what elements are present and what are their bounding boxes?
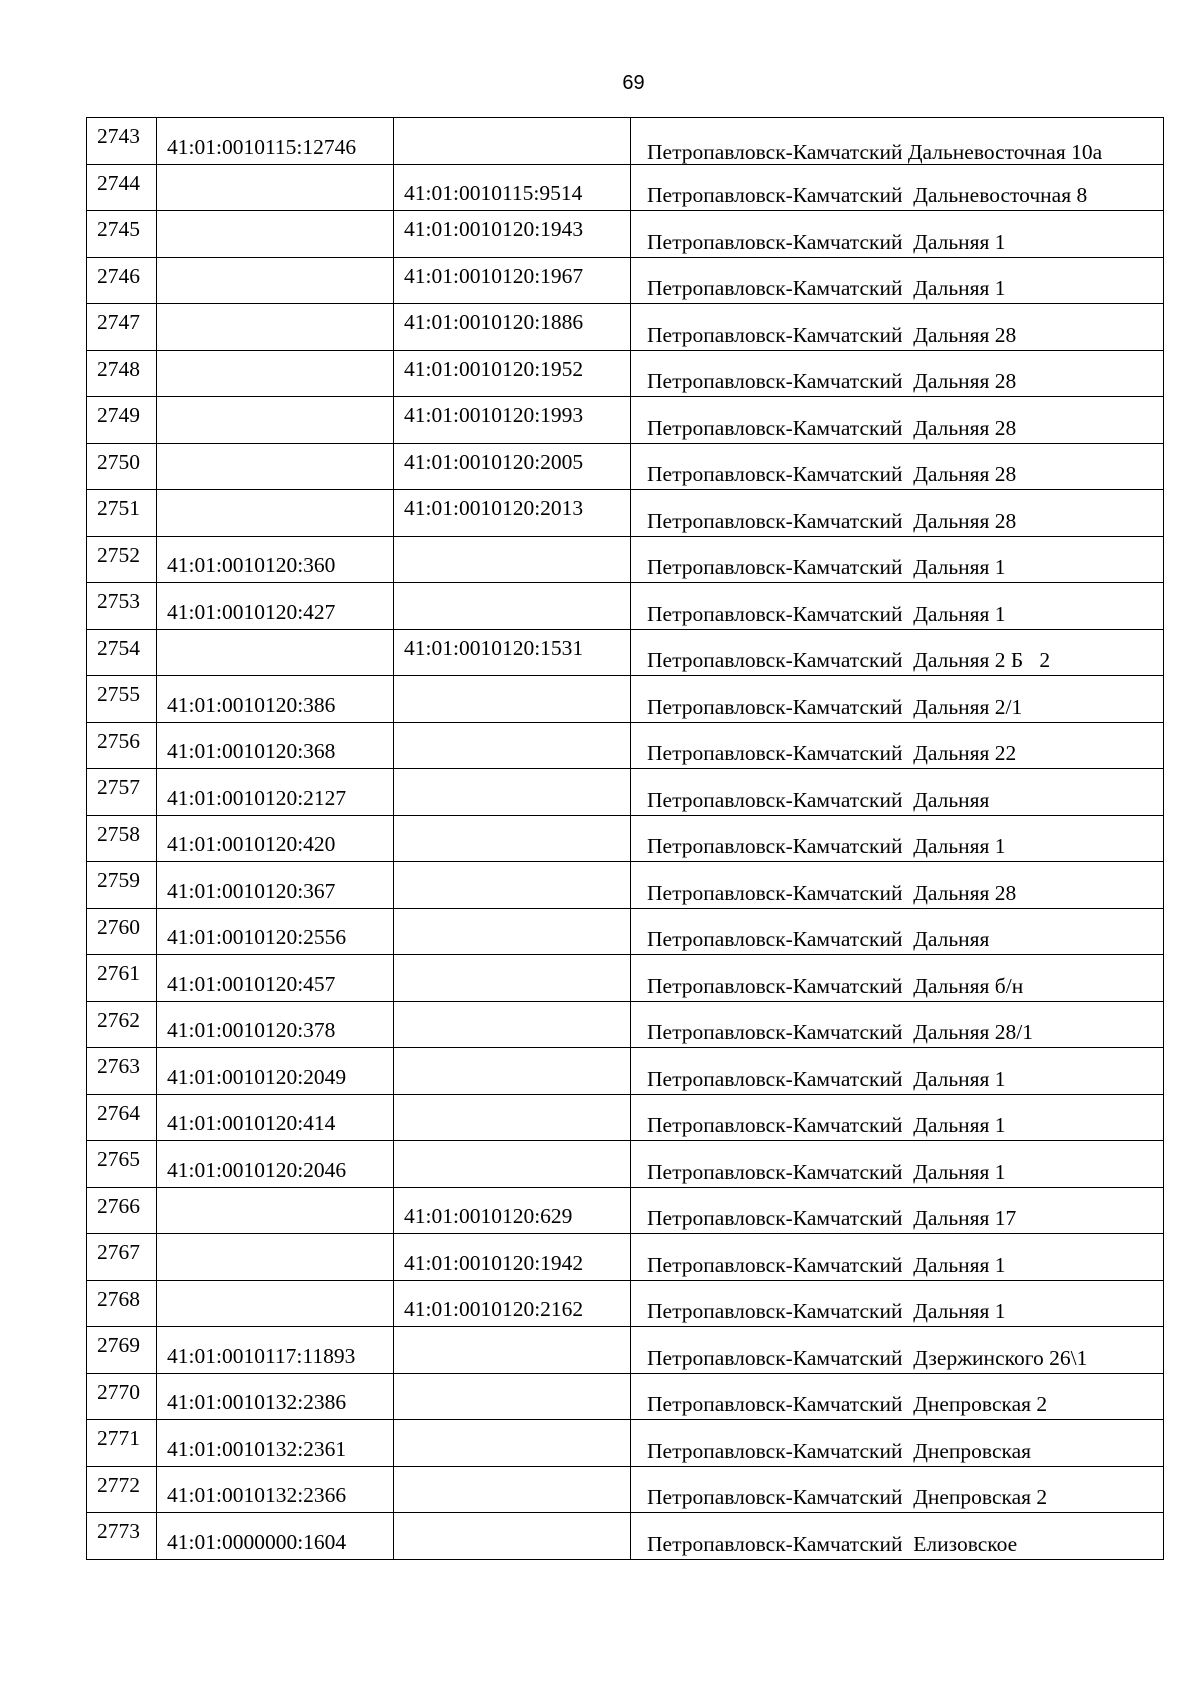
table-row: [87, 1327, 1164, 1374]
cadastral-number: 41:01:0010120:2127: [167, 785, 347, 810]
address-cell: [631, 1420, 1164, 1467]
row-number-cell: [87, 211, 157, 258]
cadastral-number: 41:01:0010132:2366: [167, 1483, 347, 1507]
row-number-cell: [87, 118, 157, 165]
row-number: 2753: [97, 589, 140, 613]
table-row: [87, 490, 1164, 537]
row-number-cell: [87, 862, 157, 909]
related-cadastral-number-cell: [394, 1420, 631, 1467]
address: Петропавловск-Камчатский Дальняя 1: [647, 555, 1006, 579]
row-number: 2760: [97, 914, 140, 939]
row-number-cell: [87, 815, 157, 862]
table-row: [87, 1094, 1164, 1141]
address-cell: [631, 164, 1164, 211]
cadastral-number-cell: [157, 583, 394, 630]
related-cadastral-number-cell: [394, 211, 631, 258]
related-cadastral-number-cell: [394, 1466, 631, 1513]
related-cadastral-number-cell: [394, 722, 631, 769]
cadastral-number-cell: [157, 164, 394, 211]
cadastral-number-cell: [157, 304, 394, 351]
related-cadastral-number: 41:01:0010120:629: [404, 1204, 573, 1228]
address: Петропавловск-Камчатский Дальняя 1: [647, 1066, 1006, 1091]
cadastral-number: 41:01:0010117:11893: [167, 1343, 356, 1368]
table-row: [87, 629, 1164, 676]
row-number: 2752: [97, 542, 140, 567]
cadastral-number-cell: [157, 1001, 394, 1048]
related-cadastral-number-cell: [394, 164, 631, 211]
table-row: [87, 304, 1164, 351]
row-number-cell: [87, 1373, 157, 1420]
related-cadastral-number: 41:01:0010120:1942: [404, 1250, 584, 1275]
row-number: 2747: [97, 310, 140, 334]
related-cadastral-number-cell: [394, 908, 631, 955]
related-cadastral-number-cell: [394, 1094, 631, 1141]
cadastral-number-cell: [157, 536, 394, 583]
address-cell: [631, 397, 1164, 444]
cadastral-number-cell: [157, 1094, 394, 1141]
cadastral-number-cell: [157, 350, 394, 397]
cadastral-number-cell: [157, 443, 394, 490]
address-cell: [631, 304, 1164, 351]
page-number: 69: [622, 72, 645, 94]
address-cell: [631, 257, 1164, 304]
row-number: 2772: [97, 1472, 140, 1497]
address: Петропавловск-Камчатский Дальняя 28: [647, 369, 1017, 393]
cadastral-number-cell: [157, 1513, 394, 1560]
address-cell: [631, 536, 1164, 583]
table-row: [87, 862, 1164, 909]
cadastral-number-cell: [157, 1420, 394, 1467]
row-number-cell: [87, 443, 157, 490]
related-cadastral-number: 41:01:0010120:2005: [404, 449, 584, 474]
address: Петропавловск-Камчатский Дальняя 28: [647, 880, 1017, 905]
address: Петропавловск-Камчатский Дальняя 22: [647, 741, 1017, 765]
address: Петропавловск-Камчатский Дальняя 28: [647, 322, 1017, 347]
related-cadastral-number-cell: [394, 1513, 631, 1560]
address: Петропавловск-Камчатский Днепровская: [647, 1438, 1032, 1463]
row-number: 2744: [97, 170, 140, 195]
address-cell: [631, 676, 1164, 723]
address: Петропавловск-Камчатский Дальневосточная 8: [647, 183, 1088, 207]
cadastral-number-cell: [157, 257, 394, 304]
row-number-cell: [87, 1048, 157, 1095]
address: Петропавловск-Камчатский Дальняя: [647, 787, 990, 812]
related-cadastral-number-cell: [394, 583, 631, 630]
related-cadastral-number: 41:01:0010120:2013: [404, 496, 584, 520]
row-number: 2764: [97, 1100, 140, 1125]
row-number-cell: [87, 257, 157, 304]
cadastral-number: 41:01:0000000:1604: [167, 1529, 347, 1554]
address: Петропавловск-Камчатский Дальняя 28: [647, 462, 1017, 486]
address: Петропавловск-Камчатский Днепровская 2: [647, 1392, 1048, 1416]
row-number: 2745: [97, 217, 140, 241]
address-cell: [631, 769, 1164, 816]
address-cell: [631, 1048, 1164, 1095]
cadastral-number-cell: [157, 397, 394, 444]
cadastral-number-cell: [157, 908, 394, 955]
address: Петропавловск-Камчатский Дальняя 17: [647, 1206, 1017, 1230]
address-cell: [631, 350, 1164, 397]
address: Петропавловск-Камчатский Дальняя 28: [647, 508, 1017, 533]
table-row: [87, 583, 1164, 630]
related-cadastral-number-cell: [394, 769, 631, 816]
address-cell: [631, 955, 1164, 1002]
cadastral-number-cell: [157, 769, 394, 816]
related-cadastral-number: 41:01:0010120:1952: [404, 356, 584, 381]
cadastral-number-cell: [157, 676, 394, 723]
cadastral-number: 41:01:0010120:2046: [167, 1157, 347, 1182]
row-number: 2765: [97, 1147, 140, 1171]
cadastral-number-cell: [157, 815, 394, 862]
address-cell: [631, 1234, 1164, 1281]
related-cadastral-number: 41:01:0010120:1943: [404, 217, 584, 241]
row-number-cell: [87, 397, 157, 444]
address: Петропавловск-Камчатский Дзержинского 26\1: [647, 1345, 1088, 1370]
row-number-cell: [87, 1234, 157, 1281]
row-number-cell: [87, 769, 157, 816]
row-number: 2751: [97, 496, 140, 520]
address: Петропавловск-Камчатский Дальняя 28: [647, 415, 1017, 440]
cadastral-number: 41:01:0010120:427: [167, 599, 336, 624]
table-row: [87, 1466, 1164, 1513]
row-number: 2768: [97, 1286, 140, 1311]
related-cadastral-number-cell: [394, 397, 631, 444]
cadastral-number: 41:01:0010120:386: [167, 692, 336, 717]
address-cell: [631, 1280, 1164, 1327]
related-cadastral-number-cell: [394, 490, 631, 537]
row-number: 2762: [97, 1007, 140, 1032]
row-number: 2757: [97, 775, 140, 799]
related-cadastral-number-cell: [394, 304, 631, 351]
cadastral-number: 41:01:0010120:420: [167, 832, 336, 856]
table-row: [87, 1280, 1164, 1327]
related-cadastral-number-cell: [394, 350, 631, 397]
row-number-cell: [87, 1187, 157, 1234]
address: Петропавловск-Камчатский Елизовское: [647, 1531, 1018, 1556]
row-number-cell: [87, 304, 157, 351]
table-row: [87, 536, 1164, 583]
related-cadastral-number: 41:01:0010120:2162: [404, 1297, 584, 1321]
row-number-cell: [87, 722, 157, 769]
row-number-cell: [87, 536, 157, 583]
address: Петропавловск-Камчатский Дальняя 1: [647, 276, 1006, 300]
table-row: [87, 1001, 1164, 1048]
cadastral-number: 41:01:0010120:457: [167, 971, 336, 996]
cadastral-number-cell: [157, 1187, 394, 1234]
row-number-cell: [87, 350, 157, 397]
address-cell: [631, 629, 1164, 676]
related-cadastral-number-cell: [394, 676, 631, 723]
cadastral-number-cell: [157, 1373, 394, 1420]
row-number-cell: [87, 1280, 157, 1327]
cadastral-number: 41:01:0010120:367: [167, 878, 336, 903]
row-number: 2749: [97, 403, 140, 427]
row-number: 2763: [97, 1054, 140, 1078]
row-number: 2756: [97, 728, 140, 753]
row-number-cell: [87, 1001, 157, 1048]
table-row: [87, 908, 1164, 955]
cadastral-number-cell: [157, 1234, 394, 1281]
related-cadastral-number-cell: [394, 257, 631, 304]
table-row: [87, 815, 1164, 862]
address: Петропавловск-Камчатский Днепровская 2: [647, 1485, 1048, 1509]
row-number: 2750: [97, 449, 140, 474]
cadastral-number-cell: [157, 1327, 394, 1374]
address: Петропавловск-Камчатский Дальняя 1: [647, 1113, 1006, 1137]
row-number: 2758: [97, 821, 140, 846]
related-cadastral-number: 41:01:0010120:1531: [404, 635, 584, 660]
row-number: 2773: [97, 1519, 140, 1543]
related-cadastral-number-cell: [394, 1373, 631, 1420]
address-cell: [631, 1187, 1164, 1234]
row-number: 2743: [97, 124, 140, 148]
row-number: 2748: [97, 356, 140, 381]
related-cadastral-number: 41:01:0010120:1886: [404, 310, 584, 334]
address-cell: [631, 490, 1164, 537]
cadastral-number-cell: [157, 629, 394, 676]
table-row: [87, 397, 1164, 444]
row-number-cell: [87, 629, 157, 676]
table-row: [87, 722, 1164, 769]
related-cadastral-number-cell: [394, 536, 631, 583]
registry-table: [86, 117, 1164, 1560]
address: Петропавловск-Камчатский Дальняя 1: [647, 229, 1006, 254]
address: Петропавловск-Камчатский Дальняя 1: [647, 1299, 1006, 1323]
address: Петропавловск-Камчатский Дальняя 1: [647, 834, 1006, 858]
row-number: 2769: [97, 1333, 140, 1357]
row-number-cell: [87, 1420, 157, 1467]
table-row: [87, 211, 1164, 258]
table-row: [87, 1420, 1164, 1467]
related-cadastral-number-cell: [394, 955, 631, 1002]
address: Петропавловск-Камчатский Дальняя б/н: [647, 973, 1024, 998]
table-row: [87, 257, 1164, 304]
cadastral-number: 41:01:0010120:2049: [167, 1064, 347, 1089]
related-cadastral-number-cell: [394, 815, 631, 862]
row-number: 2761: [97, 961, 140, 985]
row-number: 2754: [97, 635, 140, 660]
row-number: 2759: [97, 868, 140, 892]
cadastral-number: 41:01:0010115:12746: [167, 134, 357, 159]
table-row: [87, 350, 1164, 397]
related-cadastral-number-cell: [394, 1234, 631, 1281]
cadastral-number-cell: [157, 490, 394, 537]
row-number-cell: [87, 490, 157, 537]
address: Петропавловск-Камчатский Дальняя: [647, 927, 990, 951]
address: Петропавловск-Камчатский Дальняя 1: [647, 1159, 1006, 1184]
row-number: 2771: [97, 1426, 140, 1450]
related-cadastral-number: 41:01:0010120:1993: [404, 403, 584, 427]
table-row: [87, 955, 1164, 1002]
table-row: [87, 443, 1164, 490]
table-row: [87, 164, 1164, 211]
table-row: [87, 1513, 1164, 1560]
cadastral-number-cell: [157, 1141, 394, 1188]
row-number-cell: [87, 1141, 157, 1188]
table-row: [87, 1048, 1164, 1095]
address: Петропавловск-Камчатский Дальняя 28/1: [647, 1020, 1034, 1044]
table-row: [87, 1141, 1164, 1188]
address-cell: [631, 1094, 1164, 1141]
address-cell: [631, 583, 1164, 630]
table-row: [87, 769, 1164, 816]
address-cell: [631, 908, 1164, 955]
address-cell: [631, 443, 1164, 490]
related-cadastral-number-cell: [394, 1280, 631, 1327]
address-cell: [631, 1141, 1164, 1188]
cadastral-number: 41:01:0010120:378: [167, 1018, 336, 1042]
related-cadastral-number: 41:01:0010115:9514: [404, 181, 583, 205]
related-cadastral-number-cell: [394, 443, 631, 490]
address-cell: [631, 862, 1164, 909]
cadastral-number: 41:01:0010120:414: [167, 1111, 336, 1135]
row-number: 2746: [97, 263, 140, 288]
row-number: 2767: [97, 1240, 140, 1264]
cadastral-number-cell: [157, 1048, 394, 1095]
row-number-cell: [87, 676, 157, 723]
cadastral-number: 41:01:0010120:368: [167, 739, 336, 763]
table-row: [87, 1234, 1164, 1281]
address: Петропавловск-Камчатский Дальняя 2 Б 2: [647, 648, 1051, 672]
cadastral-number-cell: [157, 955, 394, 1002]
row-number-cell: [87, 955, 157, 1002]
cadastral-number-cell: [157, 118, 394, 165]
address: Петропавловск-Камчатский Дальняя 1: [647, 1252, 1006, 1277]
row-number: 2755: [97, 682, 140, 706]
registry-table-body: [87, 118, 1164, 1560]
address: Петропавловск-Камчатский Дальняя 1: [647, 601, 1006, 626]
row-number: 2770: [97, 1379, 140, 1404]
related-cadastral-number-cell: [394, 1187, 631, 1234]
cadastral-number: 41:01:0010132:2361: [167, 1436, 347, 1461]
cadastral-number-cell: [157, 862, 394, 909]
row-number-cell: [87, 164, 157, 211]
cadastral-number-cell: [157, 1466, 394, 1513]
table-row: [87, 1373, 1164, 1420]
related-cadastral-number-cell: [394, 862, 631, 909]
related-cadastral-number-cell: [394, 1327, 631, 1374]
cadastral-number: 41:01:0010120:2556: [167, 925, 347, 949]
row-number-cell: [87, 1466, 157, 1513]
address-cell: [631, 815, 1164, 862]
address-cell: [631, 1466, 1164, 1513]
related-cadastral-number-cell: [394, 629, 631, 676]
cadastral-number: 41:01:0010120:360: [167, 553, 336, 577]
cadastral-number-cell: [157, 211, 394, 258]
related-cadastral-number-cell: [394, 1048, 631, 1095]
table-row: [87, 118, 1164, 165]
address-cell: [631, 1327, 1164, 1374]
address-cell: [631, 1001, 1164, 1048]
related-cadastral-number: 41:01:0010120:1967: [404, 263, 584, 288]
address-cell: [631, 211, 1164, 258]
address-cell: [631, 722, 1164, 769]
related-cadastral-number-cell: [394, 1141, 631, 1188]
cadastral-number-cell: [157, 1280, 394, 1327]
related-cadastral-number-cell: [394, 118, 631, 165]
cadastral-number-cell: [157, 722, 394, 769]
table-row: [87, 1187, 1164, 1234]
row-number-cell: [87, 1094, 157, 1141]
address-cell: [631, 1513, 1164, 1560]
address-cell: [631, 118, 1164, 165]
row-number-cell: [87, 583, 157, 630]
cadastral-number: 41:01:0010132:2386: [167, 1390, 347, 1414]
related-cadastral-number-cell: [394, 1001, 631, 1048]
row-number: 2766: [97, 1193, 140, 1218]
table-row: [87, 676, 1164, 723]
row-number-cell: [87, 908, 157, 955]
row-number-cell: [87, 1327, 157, 1374]
row-number-cell: [87, 1513, 157, 1560]
address: Петропавловск-Камчатский Дальневосточная 10а: [647, 139, 1103, 164]
address-cell: [631, 1373, 1164, 1420]
address: Петропавловск-Камчатский Дальняя 2/1: [647, 694, 1023, 719]
